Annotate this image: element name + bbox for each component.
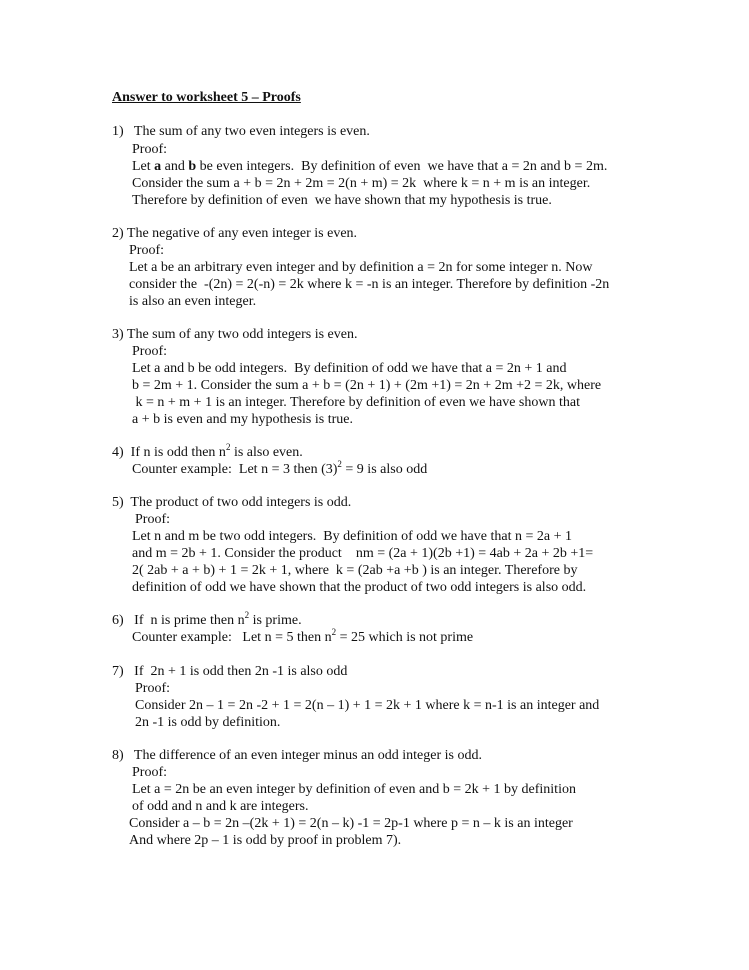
problem-8-line-1: Let a = 2n be an even integer by definition of even and b = 2k + 1 by definition [132,782,576,797]
problem-3-statement: 3) The sum of any two odd integers is even. [112,327,358,342]
problem-8-line-3: Consider a – b = 2n –(2k + 1) = 2(n – k) -1 = 2p-1 where p = n – k is an integer [129,816,573,831]
problem-2-proof-label: Proof: [129,243,164,258]
problem-3-line-3: k = n + m + 1 is an integer. Therefore by definition of even we have shown that [132,395,580,410]
problem-7-proof-label: Proof: [135,681,170,696]
problem-7-line-2: 2n -1 is odd by definition. [135,715,281,730]
problem-3-proof-label: Proof: [132,344,167,359]
problem-1-proof-label: Proof: [132,142,167,157]
problem-5-line-3: 2( 2ab + a + b) + 1 = 2k + 1, where k = (2ab +a +b ) is an integer. Therefore by [132,563,578,578]
problem-5-line-4: definition of odd we have shown that the product of two odd integers is also odd. [132,580,587,595]
problem-1-statement: 1) The sum of any two even integers is even. [112,124,370,139]
problem-8-line-2: of odd and n and k are integers. [132,799,309,814]
problem-5-proof-label: Proof: [135,512,170,527]
problem-3-line-4: a + b is even and my hypothesis is true. [132,412,353,427]
problem-2-statement: 2) The negative of any even integer is even. [112,226,358,241]
problem-5-line-2: and m = 2b + 1. Consider the product nm = (2a + 1)(2b +1) = 4ab + 2a + 2b +1= [132,546,594,561]
problem-1-line-2: Consider the sum a + b = 2n + 2m = 2(n + m) = 2k where k = n + m is an integer. [132,176,591,191]
problem-8-proof-label: Proof: [132,765,167,780]
problem-7-line-1: Consider 2n – 1 = 2n -2 + 1 = 2(n – 1) + 1 = 2k + 1 where k = n-1 is an integer and [135,698,600,713]
problem-7-statement: 7) If 2n + 1 is odd then 2n -1 is also odd [112,664,348,679]
problem-2-line-1: Let a be an arbitrary even integer and by definition a = 2n for some integer n. Now [129,260,593,275]
problem-3-line-1: Let a and b be odd integers. By definition of odd we have that a = 2n + 1 and [132,361,567,376]
problem-4-counter-example: Counter example: Let n = 3 then $(3)^2 = 9$ is also odd [132,459,428,477]
problem-5-statement: 5) The product of two odd integers is odd. [112,495,352,510]
problem-6-counter-example: Counter example: Let n = 5 then $n^2 = 25$ which is not prime [132,627,474,645]
problem-8-statement: 8) The difference of an even integer minus an odd integer is odd. [112,748,482,763]
problem-3-line-2: b = 2m + 1. Consider the sum a + b = (2n + 1) + (2m +1) = 2n + 2m +2 = 2k, where [132,378,602,393]
problem-2-line-2: consider the -(2n) = 2(-n) = 2k where k = -n is an integer. Therefore by definition -2n [129,277,610,292]
problem-1-line-3: Therefore by definition of even we have shown that my hypothesis is true. [132,193,552,208]
problem-6-statement: 6) If n is prime then $n^2$ is prime. [112,610,302,628]
problem-8-line-4: And where 2p – 1 is odd by proof in problem 7). [129,833,402,848]
problem-5-line-1: Let n and m be two odd integers. By definition of odd we have that n = 2a + 1 [132,529,572,544]
problem-1-line-1: Let a and b be even integers. By definition of even we have that a = 2n and b = 2m. [132,159,608,174]
problem-4-statement: 4) If n is odd then $n^2$ is also even. [112,442,303,460]
problem-2-line-3: is also an even integer. [129,294,257,309]
document-title: Answer to worksheet 5 – Proofs [112,90,301,105]
